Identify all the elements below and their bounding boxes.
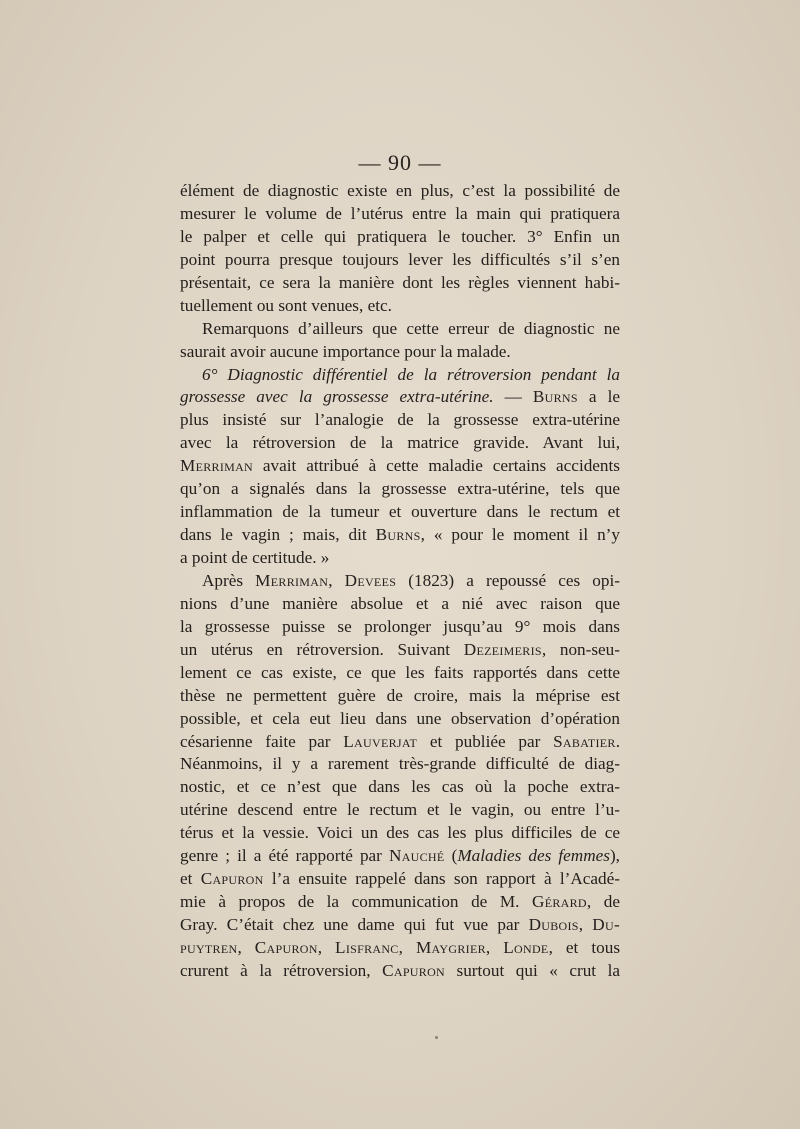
text-run: Néanmoins, il y a rarement très-grande difficulté de diag- — [180, 754, 620, 774]
text-line — [180, 891, 620, 914]
text-run: , non-seu- — [541, 639, 620, 659]
page-number: — 90 — — [358, 150, 442, 175]
text-line — [180, 203, 620, 226]
author-name: puytren — [180, 937, 238, 957]
author-name: Sabatier — [553, 731, 616, 751]
text-line — [180, 386, 620, 409]
text-run: , — [485, 937, 504, 957]
text-line — [180, 731, 620, 754]
text-line — [180, 868, 620, 891]
text-run: genre ; il a été rapporté par — [180, 846, 389, 866]
text-run: , — [578, 915, 593, 934]
text-run: , — [328, 570, 345, 590]
text-run: nions d’une manière absolue et a nié avec raison que — [180, 593, 620, 613]
author-name: Merriman — [180, 456, 254, 476]
author-name: Lisfranc — [335, 937, 399, 957]
text-line — [180, 364, 620, 387]
author-name: Maygrier — [415, 937, 486, 957]
author-name: Burns — [532, 387, 578, 407]
author-name: Nauché — [388, 846, 445, 866]
text-run: dans le vagin ; mais, dit — [180, 525, 376, 545]
body-text — [180, 180, 620, 983]
text-run: et — [180, 869, 201, 889]
text-run: élément de diagnostic existe en plus, c’est la possibilité de — [180, 181, 620, 200]
text-run: le palper et celle qui pratiquera le toucher. 3° Enfin un — [180, 226, 620, 246]
author-name: Capuron — [254, 937, 318, 957]
text-line — [180, 822, 620, 845]
text-run: mesurer le volume de l’utérus entre la main qui pratiquera — [180, 203, 620, 223]
text-run: Remarquons d’ailleurs que cette erreur de diagnostic ne — [202, 318, 620, 338]
text-run: présentait, ce sera la manière dont les règles viennent habi- — [180, 272, 620, 292]
text-run: crurent à la rétroversion, — [180, 960, 383, 980]
text-run: , — [398, 937, 416, 957]
text-line — [180, 501, 620, 524]
author-name: Du- — [592, 915, 620, 934]
text-line — [180, 455, 620, 478]
text-run: thèse ne permettent guère de croire, mais la méprise est — [180, 685, 620, 705]
text-line — [180, 570, 620, 593]
text-run: lement ce cas existe, ce que les faits rapportés dans cette — [180, 662, 620, 682]
text-line — [180, 524, 620, 547]
text-run: , et tous — [548, 937, 621, 957]
text-run: qu’on a signalés dans la grossesse extra-utérine, tels que — [180, 479, 620, 499]
author-name: Londe — [503, 937, 549, 957]
text-line — [180, 318, 620, 341]
text-line — [180, 180, 620, 203]
text-line — [180, 639, 620, 662]
text-line — [180, 708, 620, 731]
text-run: nostic, et ce n’est que dans les cas où la poche extra- — [180, 777, 620, 797]
text-run: saurait avoir aucune importance pour la malade. — [180, 341, 511, 361]
text-line — [180, 937, 620, 960]
text-run: a le — [577, 387, 620, 407]
text-run: Après — [202, 570, 256, 590]
text-line — [180, 226, 620, 249]
text-line — [180, 295, 620, 318]
text-line — [180, 845, 620, 868]
text-line — [180, 960, 620, 983]
text-run: avec la rétroversion de la matrice gravide. Avant lui, — [180, 433, 620, 453]
author-name: Dezeimeris — [463, 639, 542, 659]
text-line — [180, 616, 620, 639]
italic-text: 6° Diagnostic différentiel de la rétroversion pendant la — [202, 364, 620, 384]
author-name: Gérard — [532, 892, 587, 912]
text-line — [180, 776, 620, 799]
text-run: a point de certitude. » — [180, 548, 330, 567]
text-run: surtout qui « crut la — [445, 960, 620, 980]
text-run: l’a ensuite rappelé dans son rapport à l’Acadé- — [263, 869, 620, 889]
text-run: , de — [586, 892, 620, 912]
text-run: , — [317, 937, 336, 957]
text-line — [180, 593, 620, 616]
text-line — [180, 753, 620, 776]
italic-text: grossesse avec la grossesse extra-utérine. — [180, 387, 494, 407]
text-run: la grossesse puisse se prolonger jusqu’au 9° mois dans — [180, 616, 620, 636]
text-line — [180, 478, 620, 501]
text-line — [180, 799, 620, 822]
italic-text: Maladies des femmes — [457, 846, 610, 866]
text-line — [180, 547, 620, 570]
text-line — [180, 685, 620, 708]
text-run: possible, et cela eut lieu dans une observation d’opération — [180, 708, 620, 728]
text-run: utérine descend entre le rectum et le vagin, ou entre l’u- — [180, 800, 620, 820]
text-run: avait attribué à cette maladie certains accidents — [253, 456, 620, 476]
text-run: tuellement ou sont venues, etc. — [180, 295, 392, 315]
text-run: térus et la vessie. Voici un des cas les plus difficiles de ce — [180, 823, 620, 843]
author-name: Devees — [344, 570, 397, 590]
text-run: (1823) a repoussé ces opi- — [396, 570, 620, 590]
text-run: — — [493, 387, 533, 407]
text-run: inflammation de la tumeur et ouverture dans le rectum et — [180, 502, 620, 522]
text-line — [180, 249, 620, 272]
text-run: . — [615, 731, 620, 751]
text-run: plus insisté sur l’analogie de la grossesse extra-utérine — [180, 410, 620, 430]
text-line — [180, 432, 620, 455]
author-name: Capuron — [200, 869, 264, 889]
text-run: , — [237, 937, 255, 957]
text-run: césarienne faite par — [180, 731, 344, 751]
text-line — [180, 272, 620, 295]
text-run: un utérus en rétroversion. Suivant — [180, 639, 464, 659]
text-line — [180, 914, 620, 937]
text-line — [180, 662, 620, 685]
author-name: Dubois — [528, 915, 579, 934]
author-name: Lauverjat — [343, 731, 418, 751]
text-run: et publiée par — [417, 731, 554, 751]
text-run: , « pour le moment il n’y — [420, 525, 620, 545]
text-run: mie à propos de la communication de M. — [180, 892, 533, 912]
author-name: Capuron — [382, 960, 445, 980]
text-run: ), — [609, 846, 620, 866]
text-run: ( — [444, 846, 458, 866]
paper-speck — [435, 1036, 438, 1039]
text-line — [180, 409, 620, 432]
author-name: Merriman — [255, 570, 329, 590]
text-run: point pourra presque toujours lever les difficultés s’il s’en — [180, 249, 620, 269]
author-name: Burns — [375, 525, 421, 545]
text-line — [180, 341, 620, 364]
text-run: Gray. C’était chez une dame qui fut vue par — [180, 915, 529, 934]
